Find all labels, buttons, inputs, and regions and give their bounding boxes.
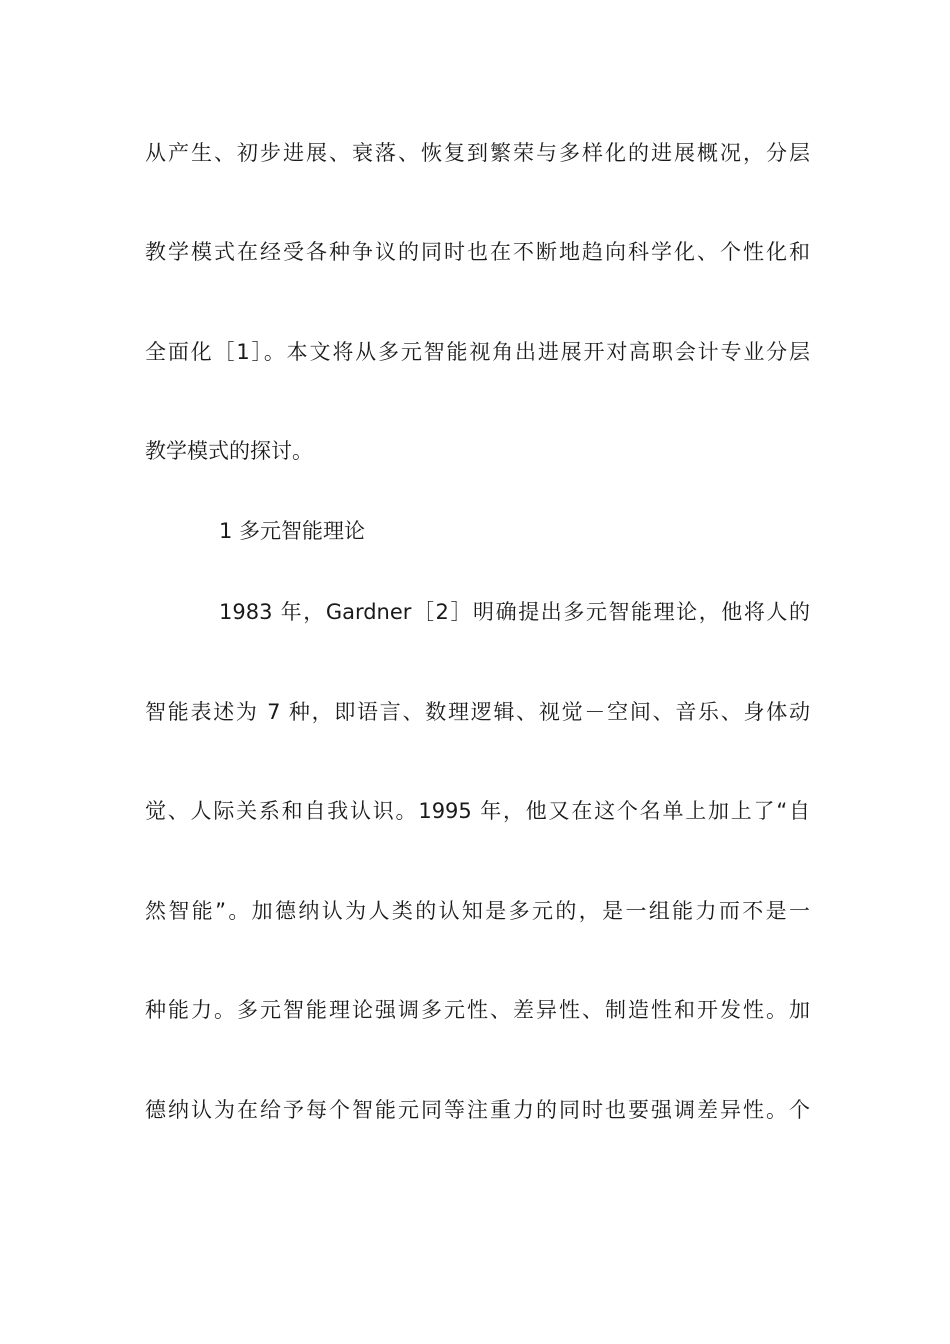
paragraph-line: 教学模式在经受各种争议的同时也在不断地趋向科学化、个性化和 [145,240,810,264]
paragraph-line: 从产生、初步进展、衰落、恢复到繁荣与多样化的进展概况，分层 [145,141,810,165]
paragraph-line: 然智能”。加德纳认为人类的认知是多元的，是一组能力而不是一 [145,899,810,923]
paragraph-line: 德纳认为在给予每个智能元同等注重力的同时也要强调差异性。个 [145,1098,810,1122]
paragraph-line: 全面化［1］。本文将从多元智能视角出进展开对高职会计专业分层 [145,340,810,364]
paragraph-line: 1983 年，Gardner［2］明确提出多元智能理论，他将人的 [219,600,810,624]
paragraph-line: 觉、人际关系和自我认识。1995 年，他又在这个名单上加上了“自 [145,799,810,823]
section-heading: 1 多元智能理论 [219,519,366,543]
paragraph-line: 教学模式的探讨。 [145,439,313,463]
paragraph-line: 智能表述为 7 种，即语言、数理逻辑、视觉－空间、音乐、身体动 [145,700,810,724]
paragraph-line: 种能力。多元智能理论强调多元性、差异性、制造性和开发性。加 [145,998,810,1022]
